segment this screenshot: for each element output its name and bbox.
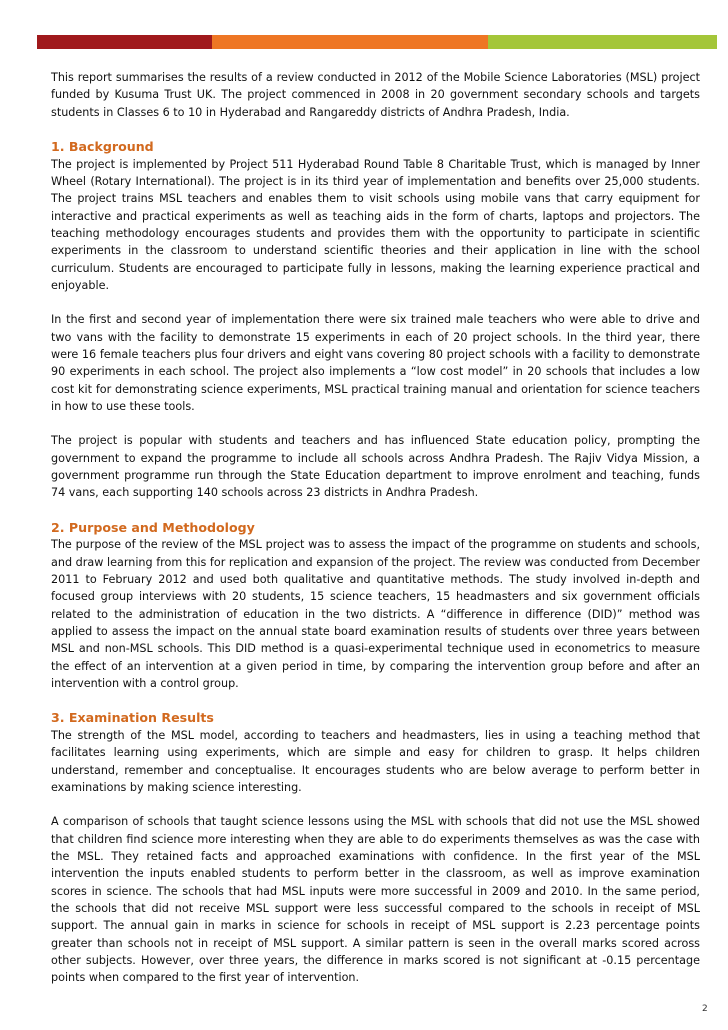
background-paragraph-2: In the first and second year of implementation there were six trained male teachers who were able to drive and two vans with the facility to demonstrate 15 experiments in each of 20 project schools. In the third year, there were 16 female teachers plus four drivers and eight vans covering 80 project schools with a facility to demonstrate 90 experiments in each school. The project also implements a “low cost model” in 20 schools that includes a low cost kit for demonstrating science experiments, MSL practical training manual and orientation for science teachers in how to use these tools.	[51, 313, 700, 413]
results-paragraph-1: The strength of the MSL model, according to teachers and headmasters, lies in using a teaching method that facilitates learning using experiments, which are simple and easy for children to grasp. It helps children understand, remember and conceptualise. It encourages students who are below average to perform better in examinations by making science interesting.	[51, 728, 700, 794]
header-bar-green	[488, 35, 717, 49]
intro-paragraph: This report summarises the results of a review conducted in 2012 of the Mobile Science Laboratories (MSL) project funded by Kusuma Trust UK. The project commenced in 2008 in 20 government secondary schools and targets students in Classes 6 to 10 in Hyderabad and Rangareddy districts of Andhra Pradesh, India.	[51, 71, 700, 119]
header-bar-orange	[212, 35, 488, 49]
header-color-bar	[37, 35, 717, 49]
background-paragraph-1: The project is implemented by Project 511 Hyderabad Round Table 8 Charitable Trust, which is managed by Inner Wheel (Rotary International). The project is in its third year of implementation and benefits over 25,000 students. The project trains MSL teachers and enables them to visit schools using mobile vans that carry equipment for interactive and practical experiments as well as teaching aids in the form of charts, laptops and projectors. The teaching methodology encourages students and provides them with the opportunity to participate in scientific experiments in the classroom to understand scientific theories and their application in line with the school curriculum. Students are encouraged to participate fully in lessons, making the learning experience practical and enjoyable.	[51, 157, 700, 292]
purpose-paragraph-1: The purpose of the review of the MSL project was to assess the impact of the programme on students and schools, and draw learning from this for replication and expansion of the project. The review was conducted from December 2011 to February 2012 and used both qualitative and quantitative methods. The study involved in-depth and focused group interviews with 20 students, 15 science teachers, 15 headmasters and six government officials related to the administration of education in the two districts. A “difference in difference (DID)” method was applied to assess the impact on the annual state board examination results of students over three years between MSL and non-MSL schools. This DID method is a quasi-experimental technique used in econometrics to measure the effect of an intervention at a given period in time, by comparing the intervention group before and after an intervention with a control group.	[51, 538, 700, 690]
section-heading-purpose-methodology: 2. Purpose and Methodology	[51, 519, 255, 535]
document-body	[51, 69, 700, 987]
header-bar-red	[37, 35, 212, 49]
section-heading-background: 1. Background	[51, 139, 154, 155]
background-paragraph-3: The project is popular with students and teachers and has influenced State education policy, prompting the government to expand the programme to include all schools across Andhra Pradesh. The Rajiv Vidya Mission, a government programme run through the State Education department to improve enrolment and teaching, funds 74 vans, each supporting 140 schools across 23 districts in Andhra Pradesh.	[51, 434, 700, 500]
results-paragraph-2: A comparison of schools that taught science lessons using the MSL with schools that did not use the MSL showed that children find science more interesting when they are able to do experiments themselves as was the case with the MSL. They retained facts and approached examinations with confidence. In the first year of the MSL intervention the inputs enabled students to perform better in the classroom, as well as improve examination scores in science. The schools that had MSL inputs were more successful in 2009 and 2010. In the same period, the schools that did not receive MSL support were less successful compared to the schools in receipt of MSL support. The annual gain in marks in science for schools in receipt of MSL support is 2.23 percentage points greater than schools not in receipt of MSL support. A similar pattern is seen in the overall marks scored across other subjects. However, over three years, the difference in marks scored is not significant at -0.15 percentage points when compared to the first year of intervention.	[51, 815, 700, 985]
page-number: 2	[702, 1004, 708, 1014]
section-heading-examination-results: 3. Examination Results	[51, 710, 214, 726]
